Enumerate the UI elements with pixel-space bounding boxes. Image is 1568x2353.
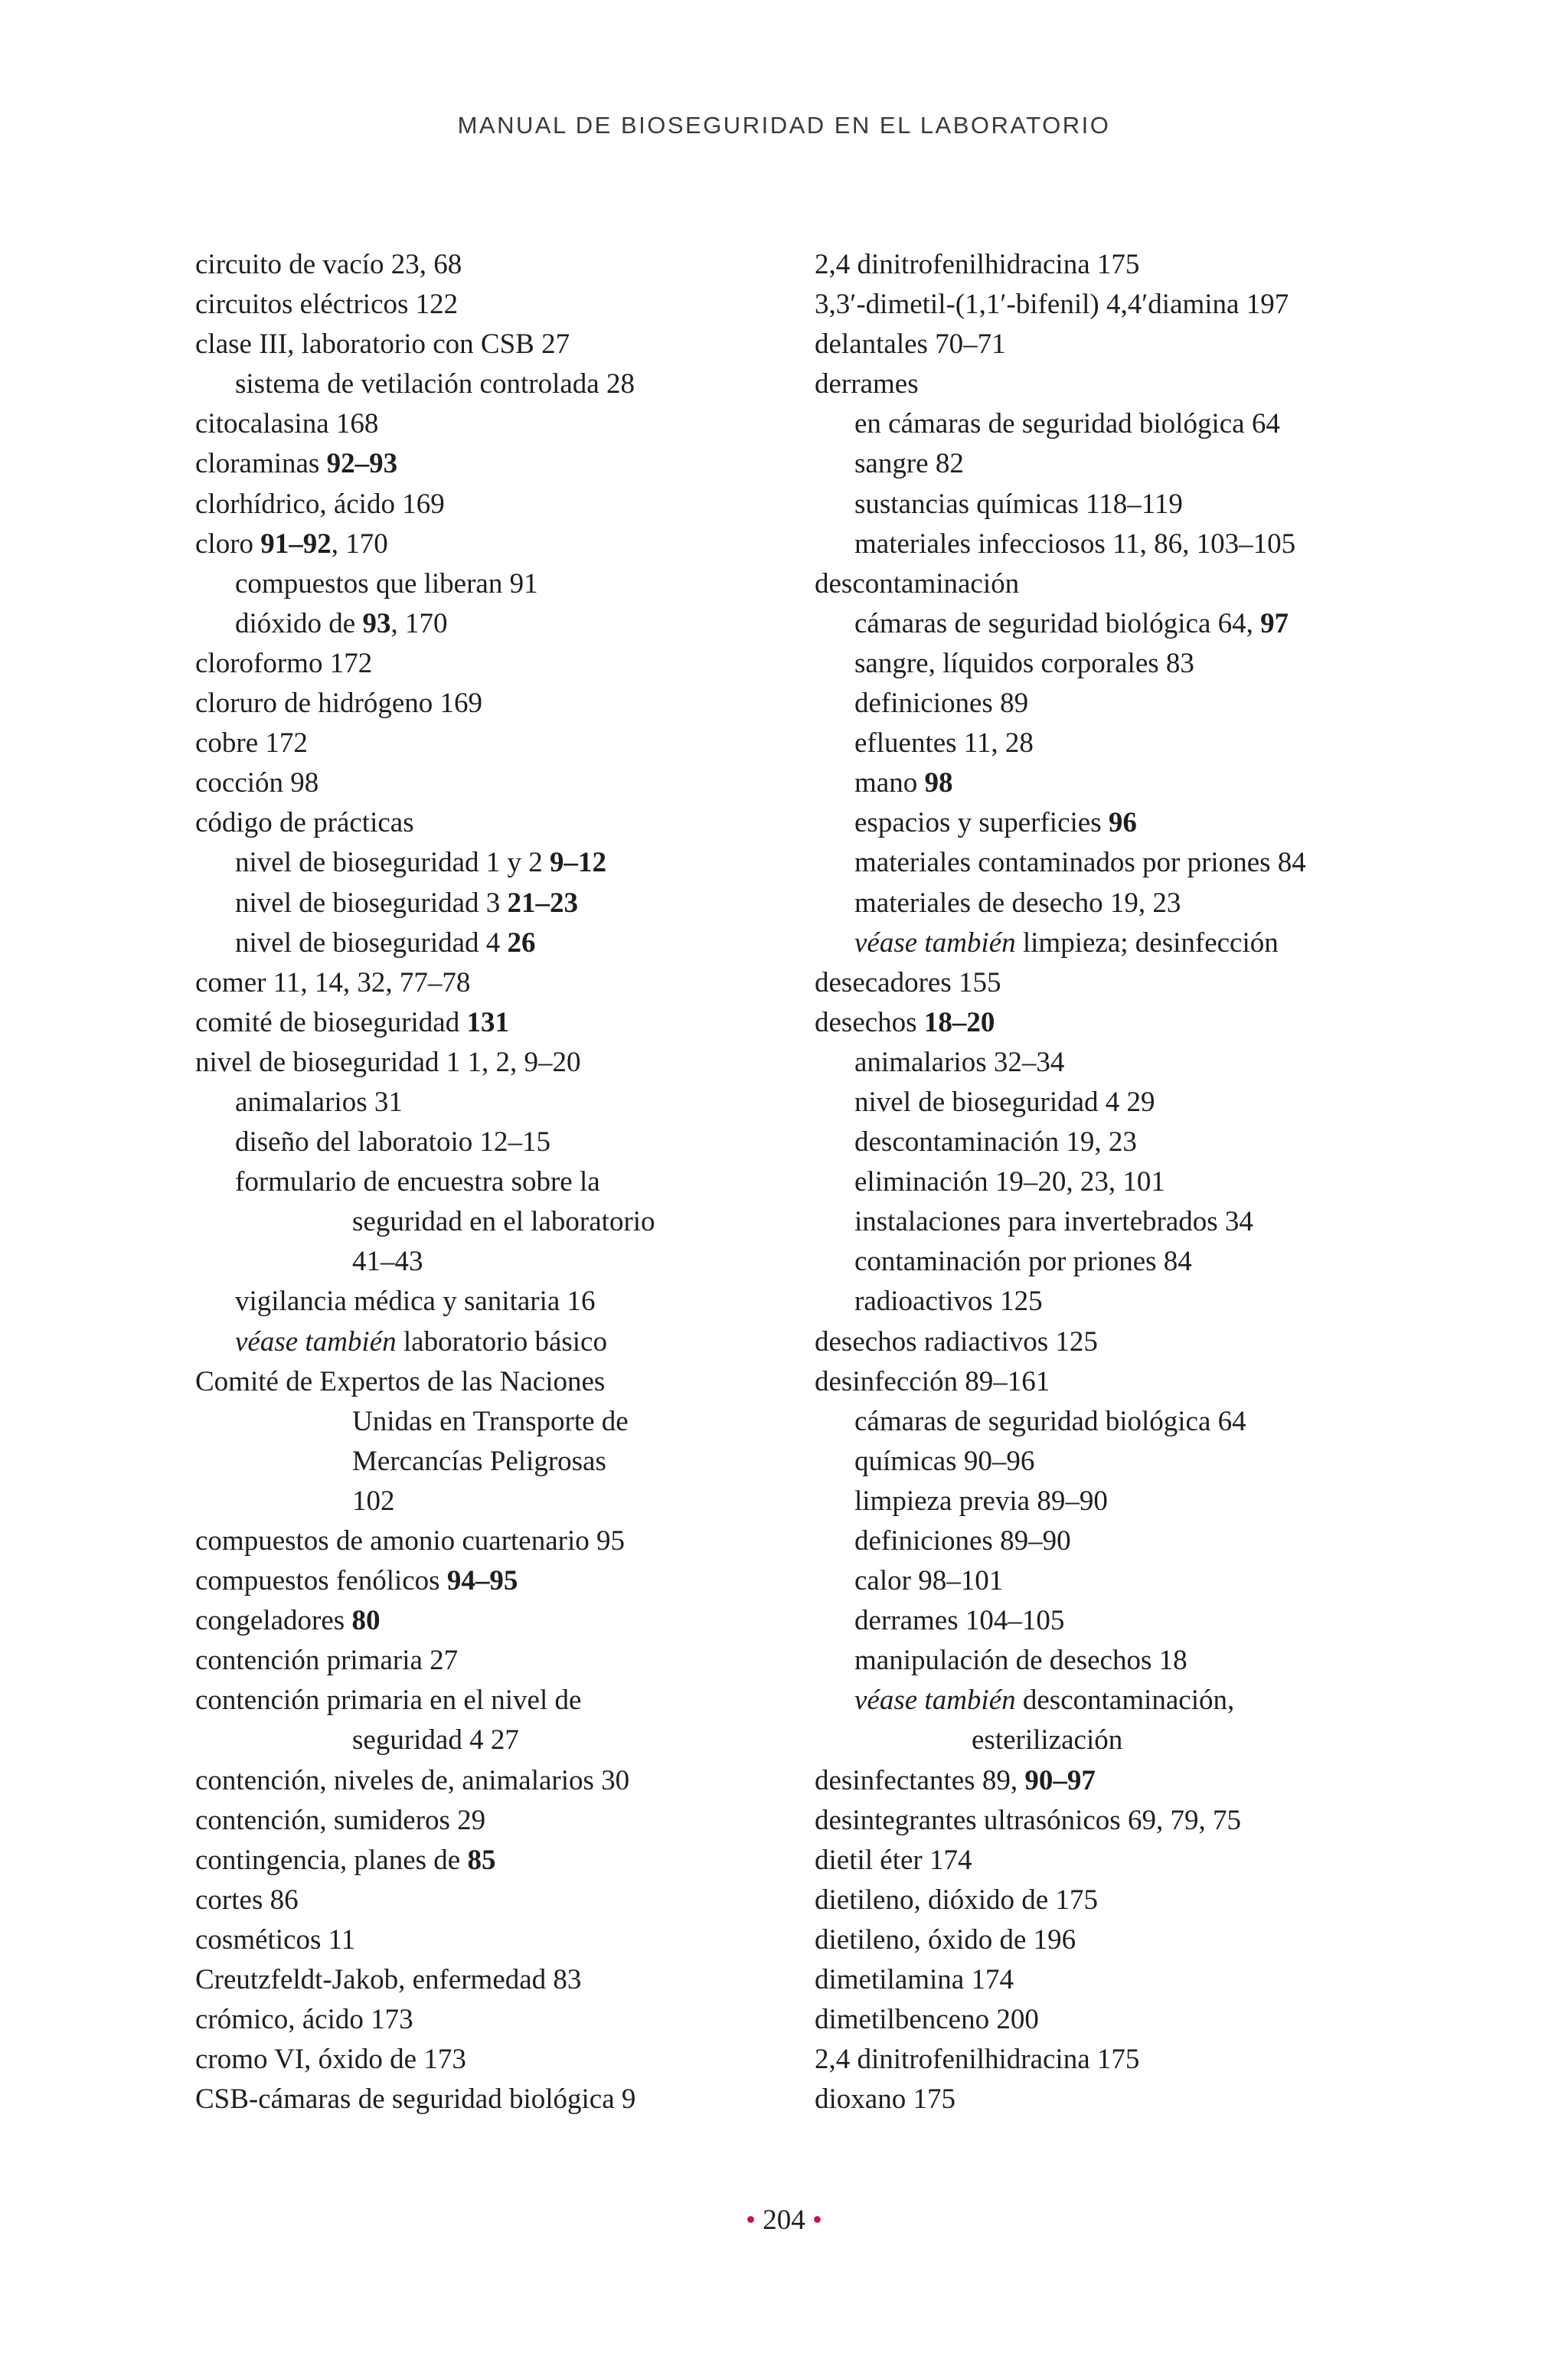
entry-text: dietileno, dióxido de 175 <box>815 1884 1098 1916</box>
entry-text: nivel de bioseguridad 4 <box>235 926 508 959</box>
entry-text: sistema de vetilación controlada 28 <box>235 368 635 400</box>
entry-text: comer 11, 14, 32, 77–78 <box>195 966 471 998</box>
index-entry <box>195 1561 792 1601</box>
index-entry <box>195 1601 792 1641</box>
entry-text: citocalasina 168 <box>195 408 379 440</box>
index-entry <box>195 1043 792 1083</box>
index-entry <box>195 1521 792 1561</box>
index-entry <box>195 1881 792 1920</box>
entry-text: esterilización <box>972 1724 1123 1757</box>
index-entry <box>195 364 792 404</box>
page-number <box>0 2204 1568 2237</box>
entry-text: cloro <box>195 528 261 560</box>
entry-text: compuestos de amonio cuartenario 95 <box>195 1525 625 1557</box>
index-entry <box>815 444 1427 484</box>
entry-text: sangre, líquidos corporales 83 <box>854 647 1194 679</box>
see-also-label: véase también <box>235 1325 397 1358</box>
primary-page-ref: 96 <box>1108 807 1137 839</box>
index-entry <box>195 1482 792 1521</box>
index-entry <box>815 404 1427 444</box>
entry-text: eliminación 19–20, 23, 101 <box>854 1166 1165 1198</box>
index-entry <box>195 1202 792 1242</box>
index-entry <box>815 604 1427 644</box>
entry-text: mano <box>854 767 925 799</box>
index-entry <box>815 1521 1427 1561</box>
entry-text: compuestos fenólicos <box>195 1565 447 1597</box>
index-column-left <box>195 245 792 2119</box>
entry-text: radioactivos 125 <box>854 1286 1043 1318</box>
entry-text: químicas 90–96 <box>854 1445 1035 1477</box>
entry-text: comité de bioseguridad <box>195 1006 467 1038</box>
entry-text: materiales contaminados por priones 84 <box>854 847 1306 879</box>
entry-text: Creutzfeldt-Jakob, enfermedad 83 <box>195 1964 582 1996</box>
entry-text: dimetilbenceno 200 <box>815 2004 1039 2036</box>
entry-text: circuito de vacío 23, 68 <box>195 249 462 280</box>
entry-text: nivel de bioseguridad 1 1, 2, 9–20 <box>195 1046 581 1078</box>
index-entry <box>195 923 792 963</box>
entry-text: código de prácticas <box>195 807 414 839</box>
entry-text: congeladores <box>195 1605 352 1637</box>
index-entry <box>195 684 792 724</box>
entry-text: dietil éter 174 <box>815 1844 972 1876</box>
entry-text: cámaras de seguridad biológica 64, <box>854 607 1261 639</box>
entry-text: espacios y superficies <box>854 807 1109 839</box>
entry-text: Comité de Expertos de las Naciones <box>195 1365 606 1397</box>
entry-text: 102 <box>352 1485 395 1517</box>
entry-text: desecadores 155 <box>815 966 1001 998</box>
index-entry <box>195 1920 792 1960</box>
entry-text: compuestos que liberan 91 <box>235 567 538 600</box>
entry-text: descontaminación <box>815 567 1020 600</box>
entry-text: materiales infecciosos 11, 86, 103–105 <box>854 528 1296 560</box>
index-entry <box>815 285 1427 325</box>
entry-text: 2,4 dinitrofenilhidracina 175 <box>815 249 1140 280</box>
entry-text: efluentes 11, 28 <box>854 727 1034 760</box>
index-entry <box>815 803 1427 843</box>
entry-text: formulario de encuestra sobre la <box>235 1166 600 1198</box>
bullet-right: • <box>812 2204 822 2236</box>
entry-text: contención, niveles de, animalarios 30 <box>195 1764 630 1796</box>
index-entry <box>195 884 792 923</box>
index-entry <box>815 564 1427 604</box>
index-entry <box>195 724 792 763</box>
index-entry <box>815 525 1427 564</box>
entry-text: diseño del laboratoio 12–15 <box>235 1126 551 1159</box>
entry-text: contingencia, planes de <box>195 1844 468 1876</box>
index-entry <box>195 1123 792 1162</box>
index-entry <box>815 1761 1427 1801</box>
index-entry <box>815 1721 1427 1760</box>
index-entry <box>815 1202 1427 1242</box>
see-also-label: véase también <box>854 1685 1016 1717</box>
entry-text: contaminación por priones 84 <box>854 1246 1192 1278</box>
entry-text: nivel de bioseguridad 1 y 2 <box>235 847 550 879</box>
index-entry <box>815 1083 1427 1123</box>
index-entry <box>815 1362 1427 1402</box>
index-entry <box>195 644 792 684</box>
index-entry <box>815 1920 1427 1960</box>
index-entry <box>195 963 792 1003</box>
entry-text: materiales de desecho 19, 23 <box>854 887 1181 919</box>
index-entry <box>195 2000 792 2040</box>
index-entry <box>195 2080 792 2119</box>
entry-text: cobre 172 <box>195 727 308 760</box>
entry-text: crómico, ácido 173 <box>195 2004 413 2036</box>
entry-text: clorhídrico, ácido 169 <box>195 488 445 520</box>
entry-text: 3,3′-dimetil-(1,1′-bifenil) 4,4′diamina 197 <box>815 289 1289 321</box>
index-entry <box>195 1402 792 1442</box>
index-entry <box>195 763 792 803</box>
index-entry <box>195 604 792 644</box>
index-entry <box>815 1801 1427 1841</box>
index-entry <box>195 1841 792 1881</box>
primary-page-ref: 131 <box>466 1006 509 1038</box>
index-entry <box>195 2040 792 2080</box>
entry-text: dimetilamina 174 <box>815 1964 1014 1996</box>
entry-text: nivel de bioseguridad 4 29 <box>854 1086 1155 1118</box>
entry-text: descontaminación 19, 23 <box>854 1126 1137 1159</box>
entry-text: cocción 98 <box>195 767 319 799</box>
index-entry <box>815 1123 1427 1162</box>
index-entry <box>195 1162 792 1202</box>
index-entry <box>195 1721 792 1760</box>
index-entry <box>195 325 792 364</box>
primary-page-ref: 94–95 <box>446 1565 518 1597</box>
index-entry <box>815 2040 1427 2080</box>
entry-text: cromo VI, óxido de 173 <box>195 2044 466 2076</box>
index-entry <box>815 2080 1427 2119</box>
index-entry <box>815 684 1427 724</box>
index-entry <box>815 1322 1427 1362</box>
primary-page-ref: 97 <box>1260 607 1289 639</box>
index-entry <box>815 963 1427 1003</box>
index-entry <box>815 1442 1427 1482</box>
index-entry <box>815 1402 1427 1442</box>
entry-text: , 170 <box>390 607 448 639</box>
entry-text: dioxano 175 <box>815 2083 956 2116</box>
entry-text: derrames <box>815 368 919 400</box>
index-entry <box>815 1681 1427 1721</box>
entry-text: derrames 104–105 <box>854 1605 1065 1637</box>
index-entry <box>195 803 792 843</box>
entry-text: desintegrantes ultrasónicos 69, 79, 75 <box>815 1804 1241 1836</box>
index-entry <box>815 485 1427 525</box>
index-entry <box>195 1322 792 1362</box>
entry-text: en cámaras de seguridad biológica 64 <box>854 408 1280 440</box>
see-also-label: véase también <box>854 926 1016 959</box>
index-entry <box>815 1841 1427 1881</box>
entry-text: manipulación de desechos 18 <box>854 1645 1187 1677</box>
index-entry <box>815 245 1427 285</box>
index-entry <box>815 1162 1427 1202</box>
entry-text: instalaciones para invertebrados 34 <box>854 1206 1253 1238</box>
primary-page-ref: 91–92 <box>260 528 332 560</box>
primary-page-ref: 85 <box>467 1844 496 1876</box>
entry-text: cloruro de hidrógeno 169 <box>195 688 483 720</box>
entry-text: limpieza previa 89–90 <box>854 1485 1108 1517</box>
primary-page-ref: 18–20 <box>923 1006 995 1038</box>
entry-text: desinfección 89–161 <box>815 1365 1050 1397</box>
entry-text: Mercancías Peligrosas <box>352 1445 606 1477</box>
entry-text: 41–43 <box>352 1246 423 1278</box>
index-entry <box>815 325 1427 364</box>
index-entry <box>195 404 792 444</box>
primary-page-ref: 26 <box>507 926 536 959</box>
entry-text: cortes 86 <box>195 1884 299 1916</box>
index-entry <box>195 245 792 285</box>
entry-text: sustancias químicas 118–119 <box>854 488 1183 520</box>
index-entry <box>815 884 1427 923</box>
index-entry <box>195 564 792 604</box>
entry-text: Unidas en Transporte de <box>352 1405 629 1437</box>
entry-text: , 170 <box>331 528 388 560</box>
entry-text: cámaras de seguridad biológica 64 <box>854 1405 1246 1437</box>
entry-text: contención primaria 27 <box>195 1645 459 1677</box>
index-entry <box>815 644 1427 684</box>
entry-text: definiciones 89–90 <box>854 1525 1071 1557</box>
entry-text: limpieza; desinfección <box>1015 926 1279 959</box>
index-entry <box>815 2000 1427 2040</box>
entry-text: dióxido de <box>235 607 363 639</box>
entry-text: desinfectantes 89, <box>815 1764 1025 1796</box>
primary-page-ref: 21–23 <box>507 887 579 919</box>
bullet-left: • <box>746 2204 756 2236</box>
index-entry <box>815 763 1427 803</box>
entry-text: cloraminas <box>195 448 327 480</box>
entry-text: laboratorio básico <box>396 1325 607 1358</box>
entry-text: dietileno, óxido de 196 <box>815 1923 1076 1956</box>
entry-text: calor 98–101 <box>854 1565 1004 1597</box>
entry-text: delantales 70–71 <box>815 328 1006 361</box>
index-entry <box>815 1641 1427 1681</box>
index-entry <box>815 923 1427 963</box>
index-entry <box>815 364 1427 404</box>
index-entry <box>195 1083 792 1123</box>
primary-page-ref: 98 <box>924 767 953 799</box>
index-entry <box>815 724 1427 763</box>
entry-text: cloroformo 172 <box>195 647 373 679</box>
entry-text: sangre 82 <box>854 448 964 480</box>
index-entry <box>195 1960 792 2000</box>
index-entry <box>195 1442 792 1482</box>
entry-text: circuitos eléctricos 122 <box>195 289 459 321</box>
index-entry <box>195 1242 792 1282</box>
index-entry <box>815 1482 1427 1521</box>
index-entry <box>195 1801 792 1841</box>
page-number-value: 204 <box>763 2204 805 2236</box>
primary-page-ref: 93 <box>362 607 391 639</box>
entry-text: desechos radiactivos 125 <box>815 1325 1098 1358</box>
index-entry <box>815 1003 1427 1043</box>
index-entry <box>815 1960 1427 2000</box>
entry-text: contención primaria en el nivel de <box>195 1685 582 1717</box>
index-entry <box>815 843 1427 883</box>
index-entry <box>815 1242 1427 1282</box>
entry-text: descontaminación, <box>1015 1685 1235 1717</box>
index-entry <box>815 1282 1427 1322</box>
entry-text: vigilancia médica y sanitaria 16 <box>235 1286 596 1318</box>
entry-text: seguridad en el laboratorio <box>352 1206 655 1238</box>
index-entry <box>195 1003 792 1043</box>
index-entry <box>195 1282 792 1322</box>
primary-page-ref: 9–12 <box>550 847 607 879</box>
entry-text: CSB-cámaras de seguridad biológica 9 <box>195 2083 636 2116</box>
index-entry <box>195 285 792 325</box>
index-entry <box>195 1362 792 1402</box>
running-head: MANUAL DE BIOSEGURIDAD EN EL LABORATORIO <box>457 112 1111 139</box>
entry-text: animalarios 32–34 <box>854 1046 1065 1078</box>
entry-text: cosméticos 11 <box>195 1923 356 1956</box>
primary-page-ref: 92–93 <box>326 448 398 480</box>
index-entry <box>195 1761 792 1801</box>
primary-page-ref: 80 <box>351 1605 381 1637</box>
index-column-right <box>815 245 1427 2119</box>
index-entry <box>815 1043 1427 1083</box>
index-entry <box>195 1641 792 1681</box>
entry-text: nivel de bioseguridad 3 <box>235 887 508 919</box>
entry-text: animalarios 31 <box>235 1086 403 1118</box>
index-entry <box>815 1881 1427 1920</box>
entry-text: clase III, laboratorio con CSB 27 <box>195 328 570 361</box>
index-entry <box>195 485 792 525</box>
entry-text: definiciones 89 <box>854 688 1029 720</box>
entry-text: seguridad 4 27 <box>352 1724 519 1757</box>
entry-text: 2,4 dinitrofenilhidracina 175 <box>815 2044 1140 2076</box>
entry-text: contención, sumideros 29 <box>195 1804 486 1836</box>
index-entry <box>815 1561 1427 1601</box>
index-entry <box>195 843 792 883</box>
index-entry <box>815 1601 1427 1641</box>
index-entry <box>195 1681 792 1721</box>
index-entry <box>195 525 792 564</box>
entry-text: desechos <box>815 1006 924 1038</box>
index-entry <box>195 444 792 484</box>
primary-page-ref: 90–97 <box>1024 1764 1096 1796</box>
